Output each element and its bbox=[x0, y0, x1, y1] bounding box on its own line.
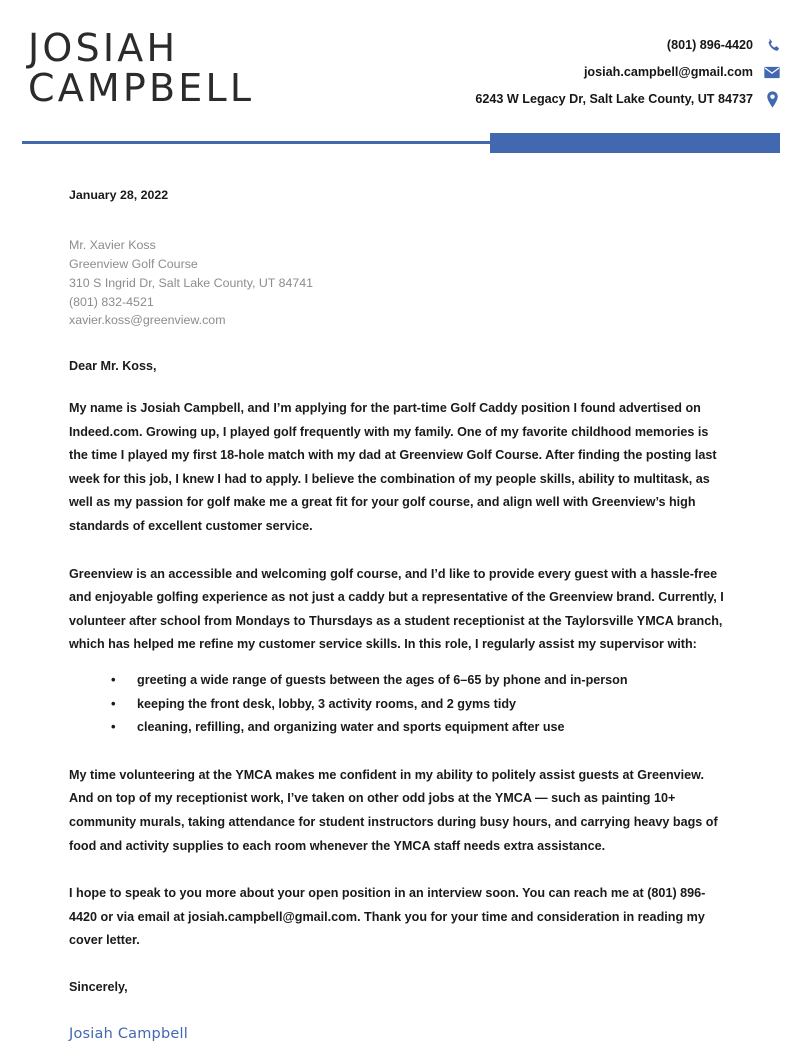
salutation: Dear Mr. Koss, bbox=[69, 359, 157, 374]
divider-thin-rule bbox=[22, 141, 490, 144]
divider-accent-block bbox=[490, 133, 780, 153]
envelope-icon bbox=[764, 63, 780, 81]
contact-row-email bbox=[475, 61, 780, 83]
sender-phone: (801) 896-4420 bbox=[666, 38, 753, 52]
sender-email: josiah.campbell@gmail.com bbox=[583, 65, 753, 79]
sender-address: 6243 W Legacy Dr, Salt Lake County, UT 84737 bbox=[475, 92, 753, 106]
letterhead-header bbox=[0, 0, 800, 133]
recipient-email: xavier.koss@greenview.com bbox=[69, 313, 226, 328]
body-paragraph-4: I hope to speak to you more about your open position in an interview soon. You can reach me at (801) 896-4420 or via email at josiah.campbell@gmail.com. Thank you for your time and consideration in reading my cover letter. bbox=[69, 886, 706, 948]
recipient-company: Greenview Golf Course bbox=[69, 256, 198, 271]
body-paragraph-3: My time volunteering at the YMCA makes me confident in my ability to politely assist guests at Greenview. And on top of my receptionist work, I’ve taken on other odd jobs at the YMCA — such as painting 10+ community murals, taking attendance for student instructors during busy hours, and carrying heavy bags of food and activity supplies to each room whenever the YMCA staff needs extra assistance. bbox=[69, 767, 718, 853]
contact-row-address bbox=[475, 88, 780, 110]
sender-name-block bbox=[28, 28, 254, 109]
location-pin-icon bbox=[764, 90, 780, 108]
body-paragraph-2: Greenview is an accessible and welcoming golf course, and I’d like to provide every guest with a hassle-free and enjoyable golfing experience as not just a caddy but a representative of the Greenview brand. Currently, I volunteer after school from Mondays to Thursdays as a student receptionist at the Taylorsville YMCA branch, which has helped me refine my customer service skills. In this role, I regularly assist my supervisor with: bbox=[69, 566, 724, 652]
phone-icon bbox=[764, 36, 780, 54]
body-paragraph-1: My name is Josiah Campbell, and I’m applying for the part-time Golf Caddy position I found advertised on Indeed.com. Growing up, I played golf frequently with my family. One of my favorite childhood memories is the time I played my first 18-hole match with my dad at Greenview Golf Course. After finding the posting last week for this job, I knew I had to apply. I believe the combination of my people skills, ability to multitask, as well as my passion for golf make me a great fit for your golf course, and align well with Greenview’s high standards of excellent customer service. bbox=[69, 401, 717, 533]
header-divider bbox=[0, 133, 800, 155]
closing-salutation: Sincerely, bbox=[69, 979, 128, 994]
list-item: • cleaning, refilling, and organizing water and sports equipment after use bbox=[111, 716, 730, 740]
letter-body bbox=[0, 155, 800, 1042]
sender-contact-block bbox=[475, 34, 780, 110]
list-item: • greeting a wide range of guests between the ages of 6–65 by phone and in-person bbox=[111, 669, 730, 693]
recipient-address: 310 S Ingrid Dr, Salt Lake County, UT 84741 bbox=[69, 275, 314, 290]
recipient-phone: (801) 832-4521 bbox=[69, 294, 154, 309]
recipient-block bbox=[69, 236, 730, 330]
sender-last-name: CAMPBELL bbox=[28, 66, 255, 111]
responsibilities-list bbox=[69, 669, 730, 740]
signature-name: Josiah Campbell bbox=[69, 1025, 188, 1042]
recipient-name: Mr. Xavier Koss bbox=[69, 238, 156, 252]
contact-row-phone bbox=[475, 34, 780, 56]
list-item: • keeping the front desk, lobby, 3 activity rooms, and 2 gyms tidy bbox=[111, 693, 730, 717]
sender-first-name: JOSIAH bbox=[28, 26, 179, 70]
letter-date: January 28, 2022 bbox=[69, 188, 169, 202]
